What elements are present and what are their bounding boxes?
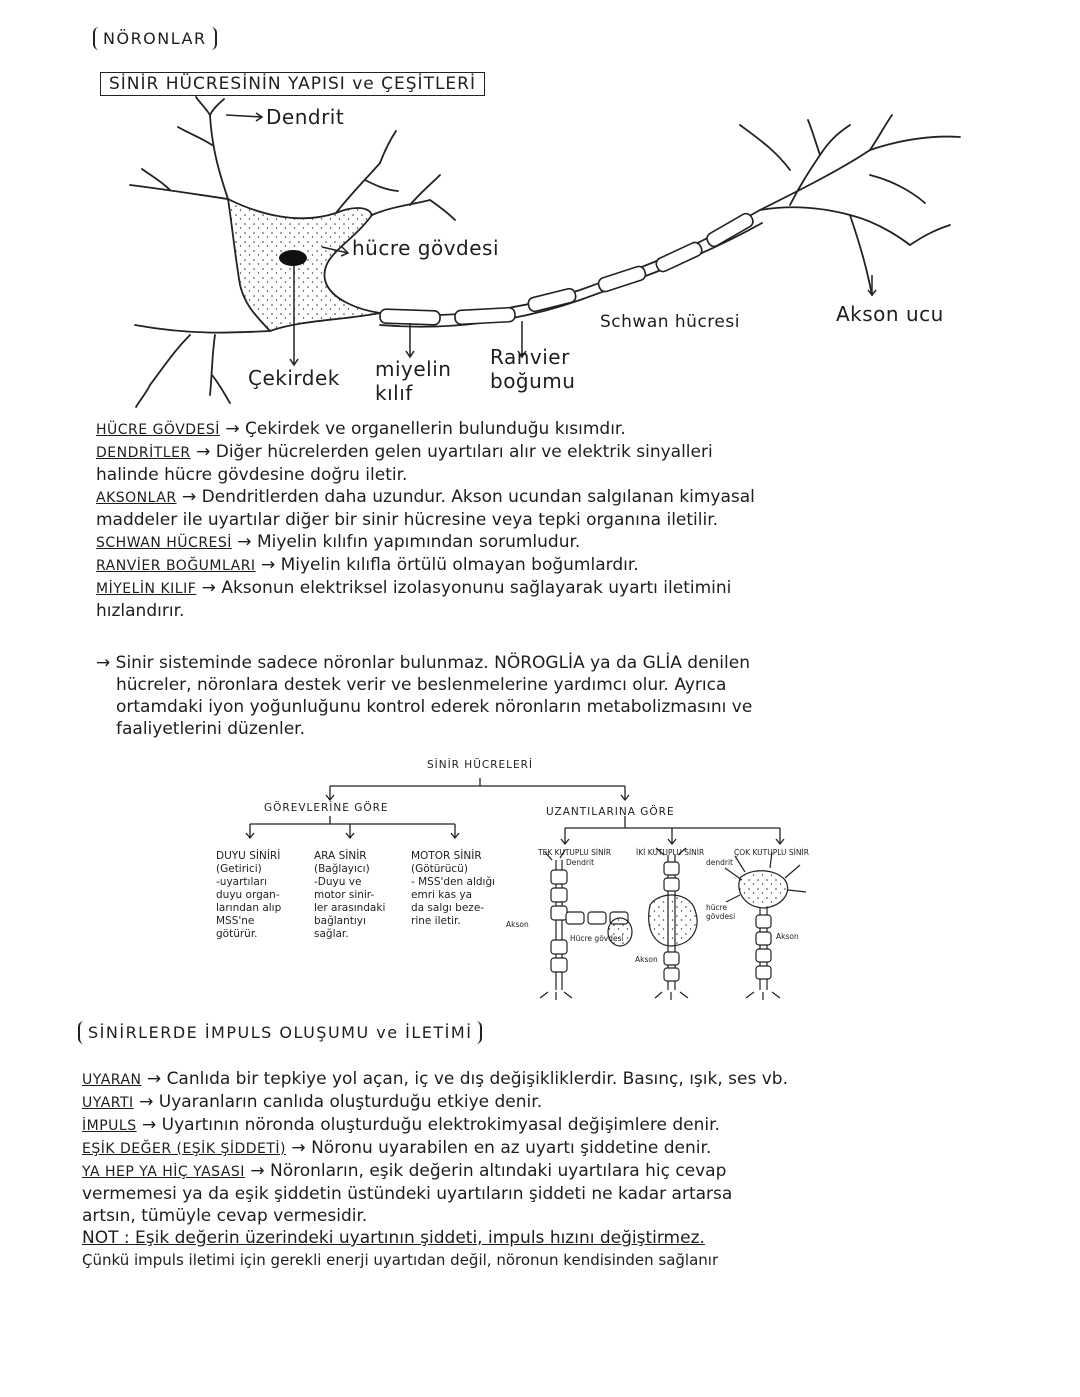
note-text: Eşik değerin üzerindeki uyartının şiddeti, impuls hızını değiştirmez. xyxy=(135,1228,705,1248)
impulse-text: Uyartının nöronda oluşturduğu elektrokimyasal değişimlere denir. xyxy=(161,1115,720,1135)
tree-branch-function: GÖREVLERİNE GÖRE xyxy=(264,802,389,814)
definitions-list xyxy=(96,418,996,622)
definition-row: AKSONLAR → Dendritlerden daha uzundur. Akson ucundan salgılanan kimyasal xyxy=(96,487,755,507)
impulse-text: Canlıda bir tepkiye yol açan, iç ve dış değişikliklerdir. Basınç, ışık, ses vb. xyxy=(166,1069,789,1089)
tree-root: SİNİR HÜCRELERİ xyxy=(426,759,534,771)
bipolar-title: İKİ KUTUPLU SİNİR xyxy=(636,848,705,857)
glia-paragraph xyxy=(96,652,996,740)
label-nucleus: Çekirdek xyxy=(248,366,340,390)
definition-continuation: maddeler ile uyartılar diğer bir sinir hücresine veya tepki organına iletilir. xyxy=(96,510,719,530)
note-label: NOT : xyxy=(82,1228,130,1248)
impulse-term: İMPULS xyxy=(82,1118,137,1134)
definition-row: SCHWAN HÜCRESİ → Miyelin kılıfın yapımından sorumludur. xyxy=(96,532,581,552)
impulse-definitions xyxy=(82,1068,992,1271)
classification-tree-lines xyxy=(0,760,1080,1000)
label-axon-terminal: Akson ucu xyxy=(836,302,944,326)
definition-text: Miyelin kılıfla örtülü olmayan boğumlardır. xyxy=(280,555,639,575)
definition-text: Aksonun elektriksel izolasyonunu sağlayarak uyartı iletimini xyxy=(221,578,732,598)
definition-continuation: halinde hücre gövdesine doğru iletir. xyxy=(96,465,408,485)
multipolar-title: ÇOK KUTUPLU SİNİR xyxy=(734,848,809,857)
impulse-continuation: vermemesi ya da eşik şiddetin üstündeki uyartıların şiddeti ne kadar artarsa xyxy=(82,1184,733,1204)
page-title: NÖRONLAR xyxy=(93,27,217,50)
definition-row: RANVİER BOĞUMLARI → Miyelin kılıfla örtülü olmayan boğumlardır. xyxy=(96,555,639,575)
impulse-continuation: artsın, tümüyle cevap vermesidir. xyxy=(82,1206,368,1226)
impulse-term: UYARAN xyxy=(82,1072,142,1088)
impulse-row: EŞİK DEĞER (EŞİK ŞİDDETİ) → Nöronu uyarabilen en az uyartı şiddetine denir. xyxy=(82,1138,712,1158)
impulse-row: UYARAN → Canlıda bir tepkiye yol açan, iç ve dış değişikliklerdir. Basınç, ışık, ses vb. xyxy=(82,1069,789,1089)
impulse-note xyxy=(82,1227,992,1249)
unipolar-title: TEK KUTUPLU SİNİR xyxy=(538,848,612,857)
definition-continuation: hızlandırır. xyxy=(96,601,185,621)
label-ranvier-node: Ranvier boğumu xyxy=(490,345,576,393)
cell-body-shape xyxy=(228,199,380,331)
label-dendrit-a: Dendrit xyxy=(566,858,595,867)
glia-line: faaliyetlerini düzenler. xyxy=(116,719,305,739)
definition-row: DENDRİTLER → Diğer hücrelerden gelen uyartıları alır ve elektrik sinyalleri xyxy=(96,442,713,462)
definition-row: MİYELİN KILIF → Aksonun elektriksel izolasyonunu sağlayarak uyartı iletimini xyxy=(96,578,732,598)
impulse-term: YA HEP YA HİÇ YASASI xyxy=(82,1164,245,1180)
label-myelin-sheath: miyelin kılıf xyxy=(375,357,452,405)
definition-term: DENDRİTLER xyxy=(96,445,191,461)
impulse-text: Nöronu uyarabilen en az uyartı şiddetine denir. xyxy=(311,1138,712,1158)
definition-term: AKSONLAR xyxy=(96,490,177,506)
definition-text: Diğer hücrelerden gelen uyartıları alır ve elektrik sinyalleri xyxy=(215,442,713,462)
label-axon-a: Akson xyxy=(506,920,529,929)
label-dendrit-b: dendrit xyxy=(706,858,733,867)
impulse-text: Uyaranların canlıda oluşturduğu etkiye denir. xyxy=(158,1092,543,1112)
sensory-neuron-text: DUYU SİNİRİ (Getirici) -uyartıları duyu organ- larından alıp MSS'ne götürür. xyxy=(216,850,282,940)
label-dendrit: Dendrit xyxy=(266,105,345,129)
label-axon-c: Akson xyxy=(776,932,799,941)
impulse-row: YA HEP YA HİÇ YASASI → Nöronların, eşik değerin altındaki uyartılara hiç cevap xyxy=(82,1161,727,1181)
definition-term: MİYELİN KILIF xyxy=(96,581,197,597)
nucleus-shape xyxy=(279,250,307,266)
glia-line: ortamdaki iyon yoğunluğunu kontrol ederek nöronların metabolizmasını ve xyxy=(116,697,753,717)
definition-text: Miyelin kılıfın yapımından sorumludur. xyxy=(256,532,581,552)
glia-line: → Sinir sisteminde sadece nöronlar bulunmaz. NÖROGLİA ya da GLİA denilen xyxy=(96,653,750,673)
label-cell-body-b: hücre gövdesi xyxy=(706,903,736,921)
section-title-impulse: SİNİRLERDE İMPULS OLUŞUMU ve İLETİMİ xyxy=(78,1021,482,1044)
section-title-structure: SİNİR HÜCRESİNİN YAPISI ve ÇEŞİTLERİ xyxy=(100,72,485,96)
definition-text: Dendritlerden daha uzundur. Akson ucundan salgılanan kimyasal xyxy=(201,487,755,507)
label-cell-body: hücre gövdesi xyxy=(352,236,500,260)
impulse-term: UYARTI xyxy=(82,1095,134,1111)
impulse-row: UYARTI → Uyaranların canlıda oluşturduğu etkiye denir. xyxy=(82,1092,543,1112)
motor-neuron-text: MOTOR SİNİR (Götürücü) - MSS'den aldığı emri kas ya da salgı beze- rine iletir. xyxy=(411,850,496,927)
definition-term: RANVİER BOĞUMLARI xyxy=(96,558,256,574)
definition-term: HÜCRE GÖVDESİ xyxy=(96,422,220,438)
impulse-term: EŞİK DEĞER (EŞİK ŞİDDETİ) xyxy=(82,1141,287,1157)
impulse-text: Nöronların, eşik değerin altındaki uyartılara hiç cevap xyxy=(269,1161,727,1181)
label-axon-b: Akson xyxy=(635,955,658,964)
interneuron-text: ARA SİNİR (Bağlayıcı) -Duyu ve motor sinir- ler arasındaki bağlantıyı sağlar. xyxy=(314,850,386,940)
definition-term: SCHWAN HÜCRESİ xyxy=(96,535,232,551)
impulse-note-reason: Çünkü impuls iletimi için gerekli enerji uyartıdan değil, nöronun kendisinden sağlanır xyxy=(82,1251,719,1269)
impulse-row: İMPULS → Uyartının nöronda oluşturduğu elektrokimyasal değişimlere denir. xyxy=(82,1115,720,1135)
label-cell-body-a: Hücre gövdesi xyxy=(570,934,624,943)
tree-branch-extension: UZANTILARINA GÖRE xyxy=(546,806,675,818)
definition-text: Çekirdek ve organellerin bulunduğu kısımdır. xyxy=(244,419,626,439)
definition-row: HÜCRE GÖVDESİ → Çekirdek ve organellerin bulunduğu kısımdır. xyxy=(96,419,626,439)
label-schwann-cell: Schwan hücresi xyxy=(600,312,740,332)
glia-line: hücreler, nöronlara destek verir ve beslenmelerine yardımcı olur. Ayrıca xyxy=(116,675,727,695)
